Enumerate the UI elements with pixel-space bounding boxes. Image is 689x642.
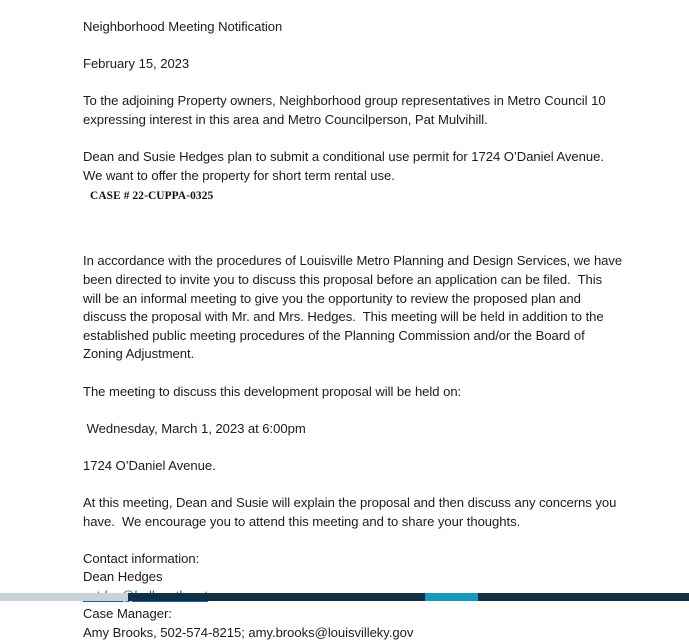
intent-paragraph: Dean and Susie Hedges plan to submit a conditional use permit for 1724 O’Daniel Avenue. We want to offer the property for short term rental use. xyxy=(83,149,608,183)
contact-heading: Contact information: xyxy=(83,550,200,566)
footer-decorative-bar xyxy=(0,593,689,601)
meeting-datetime: Wednesday, March 1, 2023 at 6:00pm xyxy=(83,420,306,436)
spacer xyxy=(83,74,623,93)
spacer xyxy=(83,401,623,420)
footer-bar-segment-blue xyxy=(425,593,478,601)
footer-bar-segment-gray xyxy=(0,593,128,601)
meeting-lead-in: The meeting to discuss this development proposal will be held on: xyxy=(83,383,462,399)
spacer xyxy=(83,438,623,457)
spacer xyxy=(83,37,623,56)
case-manager-label: Case Manager: xyxy=(83,606,172,622)
document-title: Neighborhood Meeting Notification xyxy=(83,19,283,34)
spacer xyxy=(83,204,623,252)
footer-bar-segment-dark-right xyxy=(478,593,689,601)
spacer xyxy=(83,531,623,550)
procedures-paragraph: In accordance with the procedures of Louisville Metro Planning and Design Services, we have been directed to invite you to discuss this proposal before an application can be filed. This will be an informal meeting to give you the opportunity to review the proposed plan and discuss the proposal with Mr. and Mrs. Hedges. This meeting will be held in addition to the established public meeting procedures of the Planning Commission and/or the Board of Zoning Adjustment. xyxy=(83,253,626,362)
spacer xyxy=(83,364,623,383)
recipients-paragraph: To the adjoining Property owners, Neighborhood group representatives in Metro Council 10 expressing interest in this area and Metro Councilperson, Pat Mulvihill. xyxy=(83,93,610,127)
footer-bar-segment-dark-left xyxy=(128,593,425,601)
spacer xyxy=(83,130,623,149)
document-date: February 15, 2023 xyxy=(83,56,190,72)
contact-name: Dean Hedges xyxy=(83,569,163,585)
spacer xyxy=(83,475,623,494)
case-number-block xyxy=(83,188,623,204)
case-number: CASE # 22-CUPPA-0325 xyxy=(90,190,214,203)
meeting-address: 1724 O’Daniel Avenue. xyxy=(83,457,216,473)
case-manager-details: Amy Brooks, 502-574-8215; amy.brooks@louisvilleky.gov xyxy=(83,624,414,640)
closing-paragraph: At this meeting, Dean and Susie will explain the proposal and then discuss any concerns you have. We encourage you to attend this meeting and to share your thoughts. xyxy=(83,495,620,529)
